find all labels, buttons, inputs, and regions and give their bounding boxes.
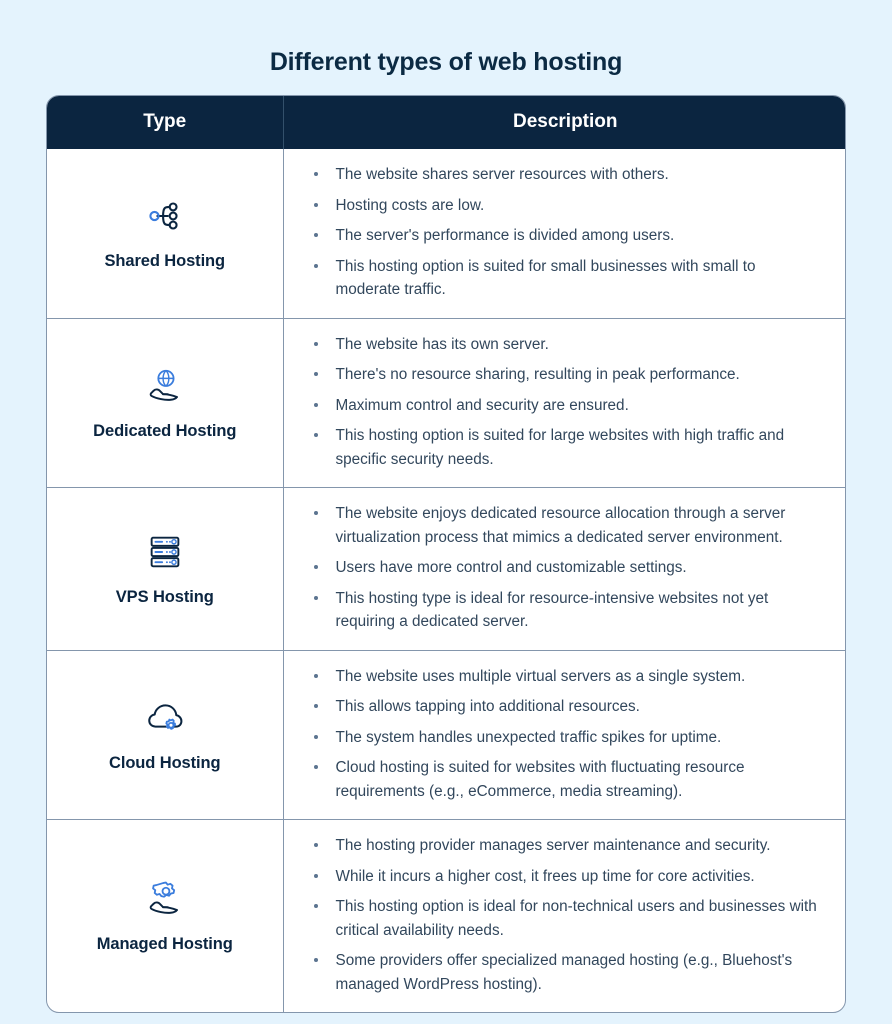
bullet-point-icon [314, 596, 318, 600]
bullet-point-icon [314, 843, 318, 847]
hosting-description-cell [283, 318, 846, 488]
hand-holding-gear-icon [142, 878, 188, 920]
description-bullet-item [306, 695, 822, 719]
table-row [47, 650, 846, 820]
hosting-description-cell [283, 820, 846, 1013]
table-row [47, 820, 846, 1013]
description-bullet-text: The website shares server resources with others. [335, 166, 669, 183]
hosting-type-cell [47, 318, 283, 488]
description-bullet-text: Hosting costs are low. [335, 196, 485, 214]
hosting-type-label: Dedicated Hosting [93, 421, 237, 440]
description-bullet-text: Cloud hosting is suited for websites with fluctuating resource requirements (e.g., eCommerce, media streaming). [335, 759, 745, 800]
description-bullet-list [306, 163, 822, 302]
page-title: Different types of web hosting [269, 48, 623, 76]
table-row [47, 318, 846, 488]
bullet-point-icon [314, 433, 318, 437]
bullet-point-icon [314, 704, 318, 708]
table-header-row [47, 96, 846, 149]
description-bullet-text: The website has its own server. [335, 335, 549, 353]
hosting-type-label: Shared Hosting [104, 252, 226, 271]
description-bullet-text: This hosting option is suited for large websites with high traffic and specific security needs. [335, 427, 785, 468]
hosting-types-table-container [46, 95, 846, 1013]
column-header-description: Description [283, 96, 846, 149]
hosting-type-label: VPS Hosting [115, 587, 214, 606]
description-bullet-item [306, 587, 822, 634]
bullet-point-icon [314, 233, 318, 237]
description-bullet-text: While it incurs a higher cost, it frees up time for core activities. [335, 867, 755, 885]
description-bullet-item [306, 895, 822, 942]
bullet-point-icon [314, 342, 318, 346]
table-body [47, 149, 846, 1012]
bullet-point-icon [314, 735, 318, 739]
description-bullet-text: This allows tapping into additional resources. [335, 698, 640, 715]
hosting-description-cell [283, 650, 846, 820]
description-bullet-text: The hosting provider manages server maintenance and security. [335, 837, 771, 854]
hosting-types-table [47, 96, 846, 1012]
description-bullet-item [306, 333, 822, 357]
bullet-point-icon [314, 958, 318, 962]
description-bullet-text: The website enjoys dedicated resource allocation through a server virtualization process that mimics a dedicated server environment. [335, 505, 786, 546]
description-bullet-text: The website uses multiple virtual servers as a single system. [335, 667, 746, 685]
description-bullet-item [306, 756, 822, 803]
description-bullet-item [306, 224, 822, 248]
hosting-description-cell [283, 149, 846, 318]
description-bullet-text: Some providers offer specialized managed hosting (e.g., Bluehost's managed WordPress hosting). [335, 952, 793, 993]
hosting-type-cell [47, 488, 283, 651]
bullet-point-icon [314, 904, 318, 908]
table-row [47, 488, 846, 651]
hosting-type-label: Cloud Hosting [109, 753, 221, 772]
description-bullet-text: Maximum control and security are ensured. [335, 396, 629, 414]
description-bullet-item [306, 255, 822, 302]
description-bullet-item [306, 726, 822, 750]
hosting-description-cell [283, 488, 846, 651]
bullet-point-icon [314, 874, 318, 878]
hosting-type-cell [47, 149, 283, 318]
description-bullet-item [306, 949, 822, 996]
hosting-type-label: Managed Hosting [96, 935, 233, 953]
server-rack-icon [142, 531, 188, 573]
bullet-point-icon [314, 765, 318, 769]
description-bullet-text: This hosting option is ideal for non-technical users and businesses with critical availability needs. [335, 898, 817, 939]
description-bullet-text: This hosting type is ideal for resource-intensive websites not yet requiring a dedicated server. [335, 589, 769, 630]
description-bullet-list [306, 333, 822, 472]
bullet-point-icon [314, 264, 318, 268]
description-bullet-list [306, 834, 822, 996]
description-bullet-item [306, 394, 822, 418]
bullet-point-icon [314, 511, 318, 515]
description-bullet-item [306, 834, 822, 858]
description-bullet-item [306, 194, 822, 218]
bullet-point-icon [314, 203, 318, 207]
description-bullet-text: This hosting option is suited for small businesses with small to moderate traffic. [335, 257, 756, 298]
table-header [47, 96, 846, 149]
description-bullet-list [306, 502, 822, 634]
hosting-type-cell [47, 820, 283, 1013]
cloud-gear-icon [142, 697, 188, 739]
description-bullet-list [306, 665, 822, 804]
column-header-type: Type [47, 96, 283, 149]
bullet-point-icon [314, 674, 318, 678]
bullet-point-icon [314, 403, 318, 407]
bullet-point-icon [314, 372, 318, 376]
table-row [47, 149, 846, 318]
description-bullet-item [306, 363, 822, 387]
description-bullet-item [306, 502, 822, 549]
bullet-point-icon [314, 172, 318, 176]
hand-holding-globe-icon [142, 365, 188, 407]
description-bullet-item [306, 865, 822, 889]
description-bullet-item [306, 424, 822, 471]
description-bullet-text: There's no resource sharing, resulting in peak performance. [335, 366, 740, 383]
share-network-icon [142, 195, 188, 237]
description-bullet-item [306, 665, 822, 689]
hosting-type-cell [47, 650, 283, 820]
description-bullet-item [306, 163, 822, 187]
description-bullet-item [306, 556, 822, 580]
description-bullet-text: The server's performance is divided among users. [335, 227, 675, 244]
description-bullet-text: Users have more control and customizable settings. [335, 559, 687, 576]
bullet-point-icon [314, 565, 318, 569]
description-bullet-text: The system handles unexpected traffic spikes for uptime. [335, 728, 722, 746]
